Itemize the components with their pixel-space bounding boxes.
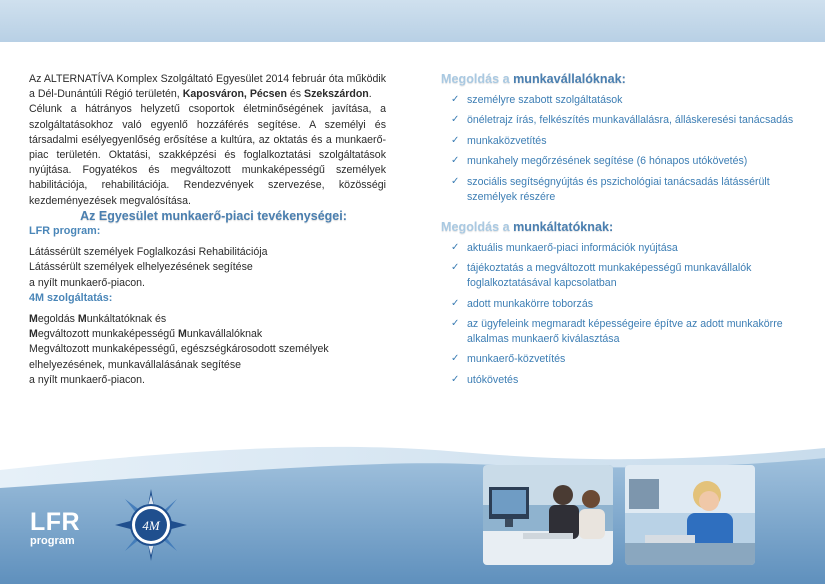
- lfr-line: Látássérült személyek Foglalkozási Rehabilitációja: [29, 246, 268, 259]
- lfr-description: [29, 245, 386, 291]
- check-icon: ✓: [451, 134, 460, 146]
- workers-list: [441, 93, 801, 205]
- fourm-line: [29, 327, 386, 342]
- office-workers-photo: [483, 465, 613, 565]
- initial-m: M: [178, 328, 187, 341]
- check-icon: ✓: [451, 373, 460, 385]
- logo-lfr-text: LFR: [30, 508, 81, 536]
- list-item: [441, 241, 801, 256]
- fourm-line: [29, 312, 386, 327]
- employers-list: [441, 241, 801, 388]
- check-icon: ✓: [451, 262, 460, 274]
- list-item-text: utókövetés: [467, 373, 519, 386]
- heading-target: munkáltatóknak:: [513, 220, 614, 235]
- check-icon: ✓: [451, 241, 460, 253]
- logo-program-text: program: [30, 535, 75, 547]
- list-item-text: munkaközvetítés: [467, 134, 547, 147]
- list-item: [441, 373, 801, 388]
- left-column: [29, 72, 386, 388]
- list-item-text: munkahely megőrzésének segítése (6 hónapos utókövetés): [467, 155, 748, 168]
- intro-city-szekszard: Szekszárdon: [304, 88, 369, 101]
- lfr-line: a nyílt munkaerő-piacon.: [29, 276, 146, 289]
- list-item: [441, 261, 801, 290]
- list-item: [441, 297, 801, 312]
- fourm-word: egoldás: [37, 313, 78, 326]
- heading-prefix: Megoldás a: [441, 220, 514, 235]
- list-item-text: az ügyfeleink megmaradt képességeire építve az adott munkakörre alkalmas munkaerő kiválasztása: [467, 318, 783, 345]
- list-item: [441, 317, 801, 346]
- list-item-text: aktuális munkaerő-piaci információk nyújtása: [467, 241, 678, 254]
- heading-prefix: Megoldás a: [441, 72, 514, 86]
- fourm-heading: 4M szolgáltatás:: [29, 291, 113, 304]
- fourm-word: unkavállalóknak: [186, 328, 263, 341]
- check-icon: ✓: [451, 114, 460, 126]
- list-item-text: szociális segítségnyújtás és pszichológiai tanácsadás látássérült személyek részére: [467, 175, 770, 203]
- list-item: [441, 93, 801, 108]
- check-icon: ✓: [451, 175, 460, 187]
- fourm-word: unkáltatóknak és: [86, 313, 167, 326]
- list-item-text: munkaerő-közvetítés: [467, 353, 566, 366]
- check-icon: ✓: [451, 155, 460, 167]
- fourm-line: Megváltozott munkaképességű, egészségkárosodott személyek: [29, 343, 329, 356]
- intro-period: .: [368, 88, 372, 101]
- emblem-text: 4M: [142, 518, 160, 533]
- section-heading: Az Egyesület munkaerő-piaci tevékenységei:: [80, 208, 347, 223]
- list-item: [441, 175, 801, 204]
- top-banner: [0, 0, 825, 42]
- check-icon: ✓: [451, 318, 460, 330]
- 4m-emblem-logo: [113, 487, 189, 563]
- workers-heading: [441, 72, 801, 87]
- fourm-line: a nyílt munkaerő-piacon.: [29, 373, 146, 386]
- check-icon: ✓: [451, 297, 460, 309]
- list-item-text: tájékoztatás a megváltozott munkaképességű munkavállalók foglalkoztatásával kapcsolatban: [467, 262, 752, 289]
- intro-paragraph-1: [29, 72, 386, 102]
- list-item: [441, 113, 801, 128]
- check-icon: ✓: [451, 353, 460, 365]
- fourm-line: elhelyezésének, munkavállalásának segítése: [29, 358, 242, 371]
- lfr-heading: LFR program:: [29, 225, 101, 238]
- initial-m: M: [29, 328, 38, 341]
- fourm-word: egváltozott munkaképességű: [37, 328, 178, 341]
- list-item: [441, 154, 801, 169]
- right-column: [441, 72, 801, 394]
- training-photo: [625, 465, 755, 565]
- check-icon: ✓: [451, 93, 460, 105]
- list-item-text: adott munkakörre toborzás: [467, 297, 594, 310]
- list-item: [441, 352, 801, 367]
- intro-paragraph-2: Célunk a hátrányos helyzetű csoportok életminőségének javítása, a szolgáltatásokhoz való egyenlő hozzáférés segítése. A személyi és társadalmi esélyegyenlőség erősítése a kultúra, az oktatás és a munkaerő-piac területén. Oktatási, szakképzési és foglalkoztatási szolgáltatások nyújtása. Fogyatékos és megváltozott munkaképességű személyek habilitációja, rehabilitációja. Rendezvények szervezése, közösségi kezdeményezések megvalósítása.: [29, 103, 386, 207]
- initial-m: M: [29, 313, 38, 326]
- lfr-program-logo: [30, 510, 80, 547]
- heading-target: munkavállalóknak:: [513, 72, 626, 86]
- fourm-description: [29, 312, 386, 388]
- intro-conjunction: és: [286, 88, 304, 101]
- list-item-text: önéletrajz írás, felkészítés munkavállalásra, álláskeresési tanácsadás: [467, 114, 794, 127]
- lfr-line: Látássérült személyek elhelyezésének segítése: [29, 261, 253, 274]
- intro-cities: Kaposváron, Pécsen: [182, 88, 287, 101]
- intro-text: Az ALTERNATÍVA Komplex Szolgáltató Egyesület 2014 február óta működik a Dél-Dunántúli Régió területén,: [29, 73, 386, 101]
- list-item-text: személyre szabott szolgáltatások: [467, 93, 623, 106]
- list-item: [441, 134, 801, 149]
- initial-m: M: [77, 313, 87, 326]
- employers-heading: [441, 220, 801, 235]
